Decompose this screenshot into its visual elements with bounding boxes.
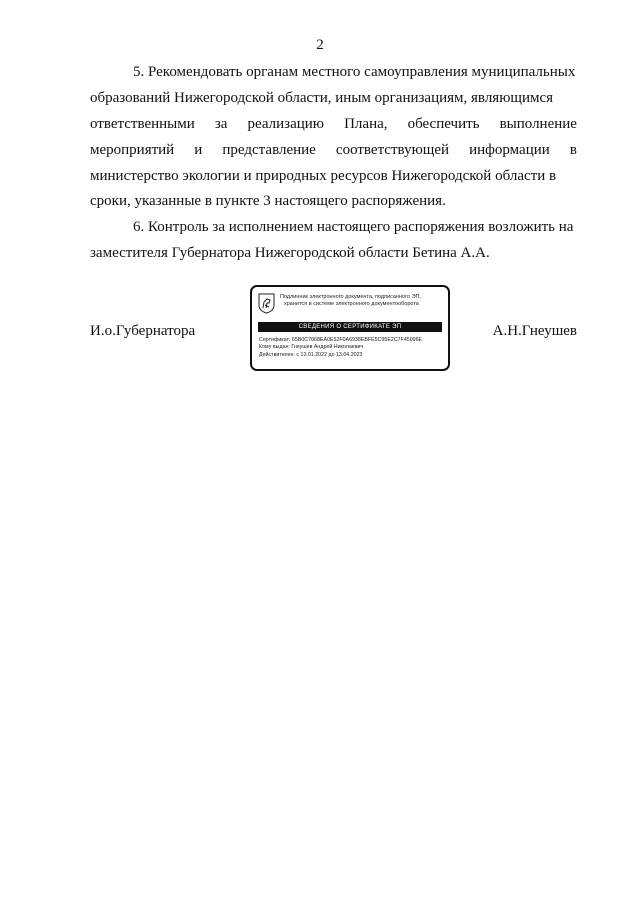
word: выполнение	[499, 116, 577, 132]
stamp-header-line-2: хранится в системе электронного документооборота	[284, 301, 419, 307]
word: ответственными	[90, 116, 195, 132]
text-line: 5. Рекомендовать органам местного самоуправления муниципальных	[133, 64, 576, 80]
certificate-info-bar: СВЕДЕНИЯ О СЕРТИФИКАТЕ ЭП	[258, 322, 442, 332]
page-number: 2	[316, 37, 324, 53]
paragraph-5-line-4	[90, 141, 577, 159]
stamp-header-line-1: Подлинник электронного документа, подписанного ЭП,	[280, 294, 422, 300]
signatory-name: А.Н.Гнеушев	[492, 323, 577, 339]
certificate-number: Сертификат: 65B0C7068EA0E52F0A6938EBFE5C95E2C7F45096E	[259, 337, 423, 343]
word: реализацию	[247, 116, 325, 132]
electronic-signature-stamp	[250, 285, 450, 371]
paragraph-6-line-1: 6. Контроль за исполнением настоящего распоряжения возложить на	[133, 219, 574, 235]
certificate-details	[259, 337, 445, 359]
word: соответствующей	[335, 142, 450, 158]
certificate-validity: Действителен: с 13.01.2022 до 13.04.2023	[259, 351, 363, 358]
stamp-header	[280, 294, 446, 308]
paragraph-5-line-6: сроки, указанные в пункте 3 настоящего распоряжения.	[90, 193, 446, 209]
paragraph-5-line-5: министерство экологии и природных ресурсов Нижегородской области в	[90, 168, 557, 184]
word: мероприятий	[90, 142, 175, 158]
word: в	[569, 142, 577, 158]
word: Плана,	[344, 116, 388, 132]
word: информации	[469, 142, 550, 158]
coat-of-arms-icon	[258, 293, 275, 314]
certificate-owner: Кому выдан: Гнеушев Андрей Николаевич	[259, 344, 364, 351]
paragraph-6-line-2: заместителя Губернатора Нижегородской области Бетина А.А.	[90, 245, 490, 261]
word: за	[214, 116, 228, 132]
word: представление	[222, 142, 316, 158]
paragraph-5-line-2: образований Нижегородской области, иным организациям, являющимся	[90, 90, 554, 106]
word: и	[194, 142, 203, 158]
paragraph-5-line-1	[133, 63, 577, 81]
signatory-title: И.о.Губернатора	[90, 323, 196, 339]
paragraph-5-line-3	[90, 115, 577, 133]
word: обеспечить	[407, 116, 480, 132]
